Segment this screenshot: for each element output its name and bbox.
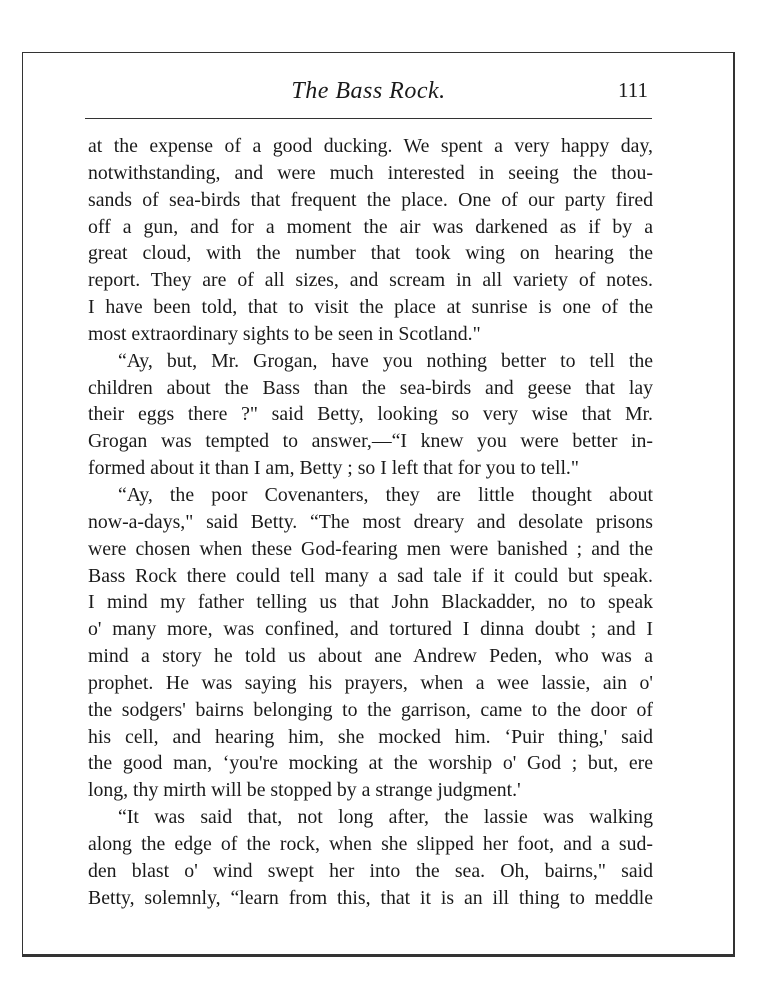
text-line: the sodgers' bairns belonging to the garrison, came to the door of [88,698,653,721]
text-line: sands of sea-birds that frequent the place. One of our party fired [88,188,653,211]
text-line: his cell, and hearing him, she mocked him. ‘Puir thing,' said [88,725,653,748]
text-line: the good man, ‘you're mocking at the worship o' God ; but, ere [88,752,653,775]
text-line: off a gun, and for a moment the air was darkened as if by a [88,215,653,238]
text-line: notwithstanding, and were much interested in seeing the thou- [88,161,653,184]
text-line: I mind my father telling us that John Blackadder, no to speak [88,591,653,614]
header-rule [85,118,652,119]
text-line: “Ay, the poor Covenanters, they are little thought about [118,483,653,506]
text-line: mind a story he told us about ane Andrew Peden, who was a [88,645,653,668]
text-line: report. They are of all sizes, and scream in all variety of notes. [88,269,653,292]
running-title: The Bass Rock. [291,78,446,104]
page-header [85,72,652,116]
text-line: long, thy mirth will be stopped by a strange judgment.' [88,779,521,802]
text-line: formed about it than I am, Betty ; so I left that for you to tell." [88,457,579,480]
text-line: along the edge of the rock, when she slipped her foot, and a sud- [88,832,653,855]
text-line: Betty, solemnly, “learn from this, that it is an ill thing to meddle [88,886,653,909]
page-number: 111 [618,78,648,102]
body-text [88,133,653,911]
text-line: Grogan was tempted to answer,—“I knew you were better in- [88,430,653,453]
text-line: prophet. He was saying his prayers, when a wee lassie, ain o' [88,671,653,694]
text-line: children about the Bass than the sea-birds and geese that lay [88,376,653,399]
text-line: I have been told, that to visit the place at sunrise is one of the [88,296,653,319]
text-line: at the expense of a good ducking. We spent a very happy day, [88,135,653,157]
text-line: den blast o' wind swept her into the sea. Oh, bairns," said [88,859,653,882]
text-line: were chosen when these God-fearing men were banished ; and the [88,537,653,560]
text-line: o' many more, was confined, and tortured I dinna doubt ; and I [88,618,653,641]
text-line: “It was said that, not long after, the lassie was walking [118,806,653,829]
text-line: now-a-days," said Betty. “The most dreary and desolate prisons [88,510,653,533]
text-line: Bass Rock there could tell many a sad tale if it could but speak. [88,564,653,587]
text-line: great cloud, with the number that took wing on hearing the [88,242,653,265]
text-line: most extraordinary sights to be seen in Scotland." [88,322,481,345]
text-line: their eggs there ?" said Betty, looking so very wise that Mr. [88,403,653,426]
text-line: “Ay, but, Mr. Grogan, have you nothing better to tell the [118,349,653,372]
